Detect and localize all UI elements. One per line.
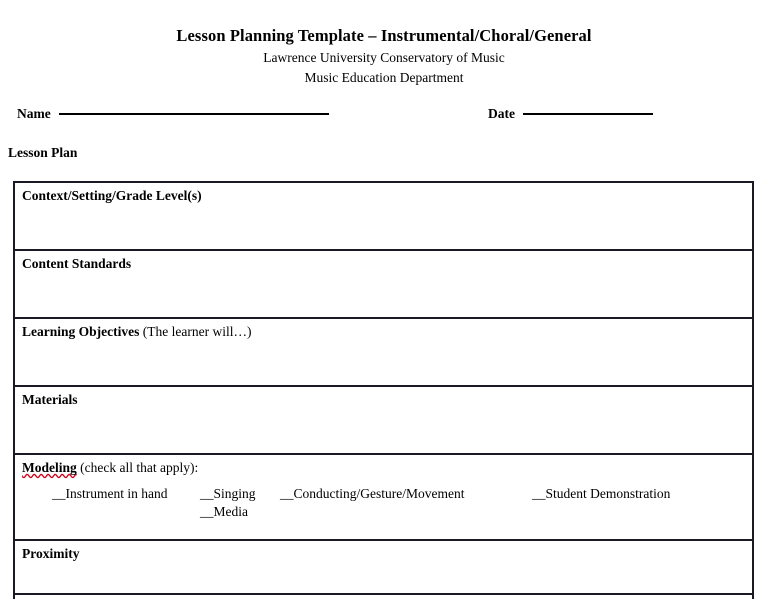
- name-field-rule[interactable]: [59, 113, 329, 115]
- modeling-options-column-3: [280, 485, 532, 503]
- row-learning-objectives[interactable]: [14, 318, 753, 386]
- row-label-suffix: (The learner will…): [139, 324, 252, 339]
- modeling-option-singing[interactable]: __Singing: [200, 486, 256, 502]
- row-label-text: Context/Setting/Grade Level(s): [22, 188, 202, 203]
- table-row[interactable]: [14, 318, 753, 386]
- table-row[interactable]: [14, 250, 753, 318]
- modeling-option-student-demonstration[interactable]: __Student Demonstration: [532, 486, 671, 502]
- modeling-option-conducting-gesture-movement[interactable]: __Conducting/Gesture/Movement: [280, 486, 465, 502]
- row-label-text: Materials: [22, 392, 78, 407]
- date-field[interactable]: [488, 106, 653, 122]
- table-row[interactable]: [14, 182, 753, 250]
- row-label-suffix: (check all that apply):: [76, 460, 199, 475]
- row-label: [22, 546, 752, 562]
- row-label-text: Modeling: [22, 460, 77, 475]
- modeling-options-column-4: [532, 485, 670, 503]
- row-modeling[interactable]: [14, 454, 753, 540]
- modeling-options-column-1: [52, 485, 200, 503]
- row-context-setting-grade-level[interactable]: [14, 182, 753, 250]
- name-field[interactable]: [17, 106, 329, 122]
- lesson-plan-table: [13, 181, 754, 599]
- row-proximity[interactable]: [14, 540, 753, 594]
- document-title: Lesson Planning Template – Instrumental/Choral/General: [176, 26, 592, 45]
- row-label-text: Learning Objectives: [22, 324, 140, 339]
- row-label-text: Proximity: [22, 546, 80, 561]
- date-field-rule[interactable]: [523, 113, 653, 115]
- row-label: [22, 392, 752, 408]
- lesson-plan-heading: Lesson Plan: [8, 145, 78, 160]
- row-label: [22, 460, 752, 476]
- modeling-option-media[interactable]: __Media: [200, 503, 248, 519]
- name-field-label: Name: [17, 106, 51, 121]
- modeling-options-group: [22, 485, 752, 520]
- modeling-options-column-2: [200, 485, 280, 520]
- lesson-plan-table-body: [14, 182, 753, 599]
- row-materials[interactable]: [14, 386, 753, 454]
- document-header: [0, 0, 768, 87]
- document-subtitle-institution: Lawrence University Conservatory of Music: [263, 50, 505, 66]
- identification-line: [0, 106, 768, 130]
- row-label-text: Content Standards: [22, 256, 132, 271]
- table-row[interactable]: [14, 540, 753, 594]
- table-row-clipped[interactable]: [14, 594, 753, 599]
- table-row[interactable]: [14, 454, 753, 540]
- row-label: [22, 256, 752, 272]
- document-subtitle-department: Music Education Department: [304, 69, 464, 85]
- row-content-standards[interactable]: [14, 250, 753, 318]
- modeling-option-instrument-in-hand[interactable]: __Instrument in hand: [52, 486, 168, 502]
- row-label: [22, 324, 752, 340]
- date-field-label: Date: [488, 106, 515, 121]
- row-next-clipped[interactable]: [14, 594, 753, 599]
- table-row[interactable]: [14, 386, 753, 454]
- row-label: [22, 188, 752, 204]
